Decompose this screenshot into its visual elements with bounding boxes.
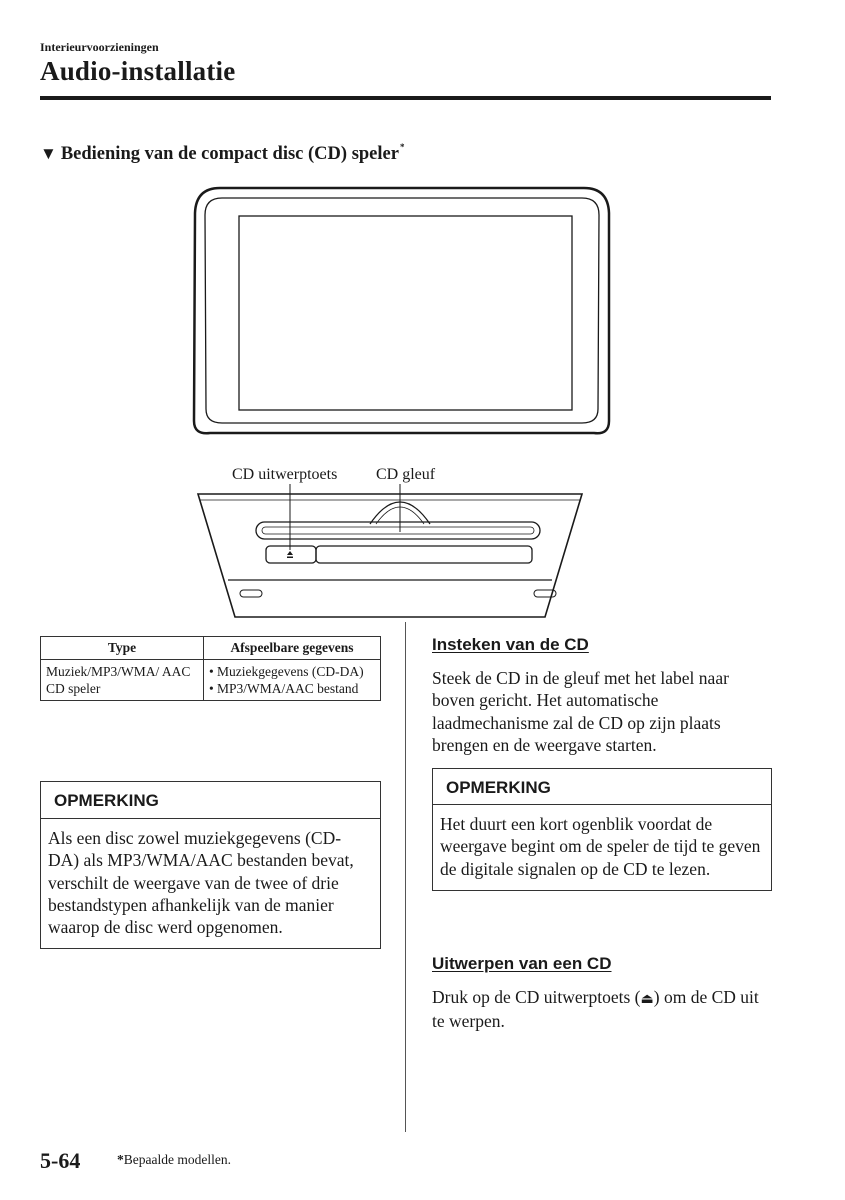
table-cell-data [204, 660, 381, 701]
cd-unit-illustration [190, 460, 590, 622]
list-item: • Muziekgegevens (CD-DA) [209, 664, 364, 679]
page-title: Audio-installatie [40, 56, 236, 86]
screen-bezel [205, 198, 599, 423]
note-box-left [40, 781, 381, 949]
column-divider [405, 622, 406, 1132]
heading-asterisk: * [399, 142, 405, 152]
cd-unit-body [198, 494, 582, 617]
playable-data-table [40, 636, 381, 701]
page-number: 5-64 [40, 1148, 81, 1173]
table-cell-type: Muziek/MP3/WMA/ AAC CD speler [41, 660, 204, 701]
eject-icon [287, 551, 293, 558]
eject-cd-heading: Uitwerpen van een CD [432, 954, 612, 973]
screen-outer-frame [194, 188, 609, 433]
table-row [41, 660, 381, 701]
note-box-right [432, 768, 772, 891]
section-label: Interieurvoorzieningen [40, 40, 159, 54]
cd-slot-label: CD gleuf [376, 466, 436, 483]
table-header-type: Type [41, 637, 204, 660]
note-body: Als een disc zowel muziekgegevens (CD-DA) als MP3/WMA/AAC bestanden bevat, verschilt de weergave van de twee of drie bestandstypen afhankelijk van de manier waarop de disc werd opgenomen. [48, 828, 354, 938]
table-header-row [41, 637, 381, 660]
cd-eject-label: CD uitwerptoets [232, 466, 338, 483]
note-heading: OPMERKING [433, 769, 771, 805]
cd-lower-slot [316, 546, 532, 563]
eject-cd-text: Druk op de CD uitwerptoets (⏏) om de CD uit te werpen. [432, 987, 759, 1032]
title-rule [40, 96, 771, 100]
display-screen-illustration [190, 183, 614, 441]
left-indicator [240, 590, 262, 597]
list-item: • MP3/WMA/AAC bestand [209, 681, 359, 696]
eject-icon: ⏏ [640, 991, 654, 1007]
screen-display-area [239, 216, 572, 410]
cd-slot [256, 522, 540, 539]
cd-player-heading [40, 142, 404, 166]
note-body: Het duurt een kort ogenblik voordat de weergave begint om de speler de tijd te geven de digitale signalen op de CD te lezen. [440, 814, 761, 879]
triangle-marker-icon: ▼ [40, 144, 57, 163]
insert-cd-text: Steek de CD in de gleuf met het label naar boven gericht. Het automatische laadmechanisme zal de CD op zijn plaats brengen en de weergave starten. [432, 668, 729, 755]
footnote: *Bepaalde modellen. [117, 1152, 231, 1167]
cd-player-heading-text: Bediening van de compact disc (CD) speler [60, 144, 399, 164]
insert-cd-heading: Insteken van de CD [432, 635, 589, 654]
table-header-data: Afspeelbare gegevens [204, 637, 381, 660]
note-heading: OPMERKING [41, 782, 380, 819]
